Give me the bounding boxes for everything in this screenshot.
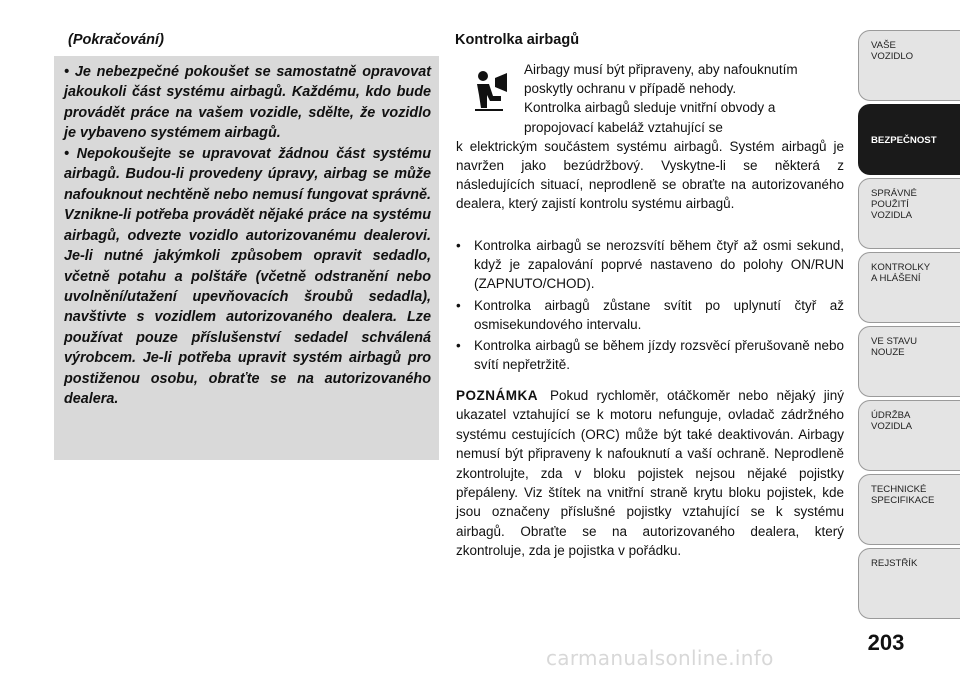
list-item: • Kontrolka airbagů se během jízdy rozsvěcí přerušovaně nebo svítí nepřetržitě. — [456, 336, 844, 374]
note-text: Pokud rychloměr, otáčkoměr nebo nějaký jiný ukazatel vztahující se k motoru nefunguje, ovladač zádržného systému cestujících (ORC) může být také deaktivován. Airbagy nemusí být připraveny k nafouknutí a vaší ochraně. Neprodleně zkontrolujte, zda v bloku pojistek nejsou nějaké pojistky přepáleny. Viz štítek na vnitřní straně krytu bloku pojistek, kde jsou označeny příslušné pojistky vztahující se k systému airbagů. Obraťte se na autorizovaného dealera, který zkontroluje, zda je pojistka v pořádku. — [456, 388, 844, 559]
intro-line: Kontrolka airbagů sleduje vnitřní obvody a — [524, 100, 776, 116]
chapter-tabs — [858, 30, 960, 622]
tab-kontrolky-a-hlaseni[interactable]: KONTROLKY A HLÁŠENÍ — [858, 252, 960, 323]
intro-rest: k elektrickým součástem systému airbagů. Systém airbagů je navržen jako bezúdržbový. Vyskytne-li se některá z následujících situací, neprodleně se obraťte na autorizovaného dealera, který zajistí kontrolu systému airbagů. — [456, 138, 844, 212]
tab-bezpecnost[interactable]: BEZPEČNOST — [858, 104, 960, 175]
note-paragraph — [456, 386, 844, 561]
note-label: POZNÁMKA — [456, 388, 538, 403]
intro-text — [456, 60, 844, 214]
tab-rejstrik[interactable]: REJSTŘÍK — [858, 548, 960, 619]
watermark: carmanualsonline.info — [546, 646, 774, 670]
warning-box — [54, 56, 439, 460]
tab-technicke-specifikace[interactable]: TECHNICKÉ SPECIFIKACE — [858, 474, 960, 545]
page-number: 203 — [867, 630, 905, 655]
continuation-title: (Pokračování) — [68, 32, 164, 48]
warning-item: • Je nebezpečné pokoušet se samostatně opravovat jakoukoli část systému airbagů. Každému, kdo bude provádět práce na vašem vozidle, sdělte, že vozidlo je vybaveno systémem airbagů. — [64, 64, 431, 142]
list-item: • Kontrolka airbagů zůstane svítit po uplynutí čtyř až osmisekundového intervalu. — [456, 296, 844, 334]
tab-spravne-pouziti-vozidla[interactable]: SPRÁVNÉ POUŽITÍ VOZIDLA — [858, 178, 960, 249]
condition-list — [456, 236, 844, 376]
list-item: • Kontrolka airbagů se nerozsvítí během čtyř až osmi sekund, když je zapalování poprvé nastaveno do polohy ON/RUN (ZAPNUTO/CHOD). — [456, 236, 844, 294]
intro-line: Airbagy musí být připraveny, aby nafouknutím — [524, 62, 798, 77]
tab-udrzba-vozidla[interactable]: ÚDRŽBA VOZIDLA — [858, 400, 960, 471]
tab-ve-stavu-nouze[interactable]: VE STAVU NOUZE — [858, 326, 960, 397]
tab-vase-vozidlo[interactable]: VAŠE VOZIDLO — [858, 30, 960, 101]
section-title: Kontrolka airbagů — [455, 32, 580, 48]
intro-line: propojovací kabeláž vztahující se — [524, 119, 723, 135]
intro-line: poskytly ochranu v případě nehody. — [524, 81, 737, 97]
warning-item: • Nepokoušejte se upravovat žádnou část systému airbagů. Budou-li provedeny úpravy, airbag se může nafouknout nechtěně nebo nemusí fungovat správně. Vznikne-li potřeba provádět nějaké práce na systému airbagů, odvezte vozidlo autorizovanému dealerovi. Je-li nutné jakýmkoli způsobem opravit sedadlo, včetně potahu a polštáře (včetně odstranění nebo uvolnění/utažení upevňovacích šroubů sedadla), navštivte s vozidlem autorizovaného dealera. Lze používat pouze příslušenství sedadel schválená výrobcem. Je-li potřeba upravit systém airbagů pro postiženou osobu, obraťte se na autorizovaného dealera. — [64, 145, 431, 408]
